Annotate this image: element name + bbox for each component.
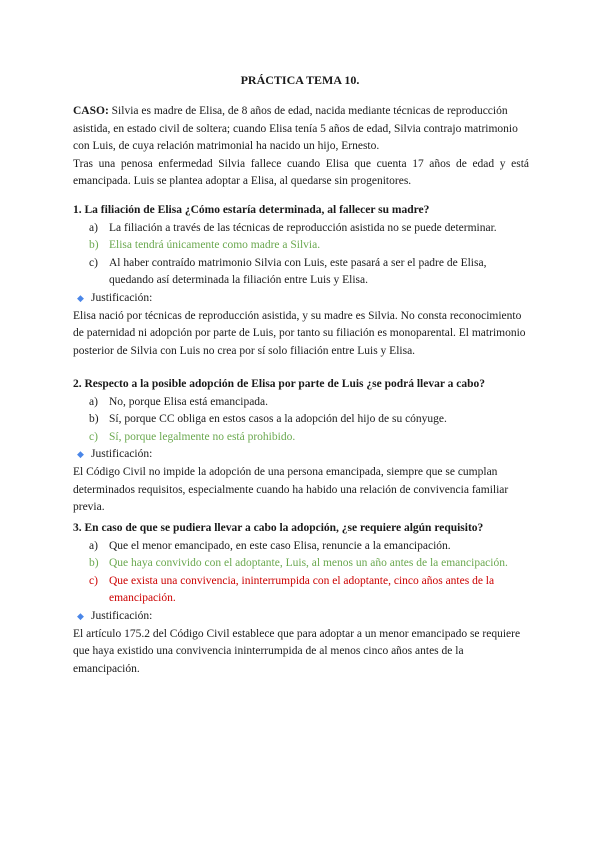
option-letter: a) <box>89 395 98 408</box>
question-3-text: . En caso de que se pudiera llevar a cabo la adopción, ¿se requiere algún requisito? <box>78 522 484 534</box>
case-text-1: Silvia es madre de Elisa, de 8 años de edad, nacida mediante técnicas de reproducción asistida, en estado civil de soltera; cuando Elisa tenía 5 años de edad, Silvia contrajo matrimonio con Luis, de cuya relación matrimonial ha nacido un hijo, Ernesto. <box>73 105 518 153</box>
option-2a <box>73 394 529 412</box>
question-2-options <box>73 394 529 447</box>
question-1-title: 1. La filiación de Elisa ¿Cómo estaría determinada, al fallecer su madre? <box>73 204 430 216</box>
option-text: Sí, porque CC obliga en estos casos a la adopción del hijo de su cónyuge. <box>109 413 447 426</box>
option-text: Que haya convivido con el adoptante, Luis, al menos un año antes de la emancipación. <box>109 557 508 570</box>
justification-1-text: Elisa nació por técnicas de reproducción asistida, y su madre es Silvia. No consta reconocimiento de paternidad ni adopción por parte de Luis, por tanto su filiación es monoparental. El matrimonio posterior de Silvia con Luis no crea por sí solo filiación entre Luis y Elisa. <box>73 309 526 357</box>
question-2-title: 2. Respecto a la posible adopción de Elisa por parte de Luis ¿se podrá llevar a cabo? <box>73 378 486 390</box>
justification-label: Justificación: <box>91 448 153 461</box>
question-3-options <box>73 538 529 608</box>
justification-label: Justificación: <box>91 609 153 622</box>
option-text: Sí, porque legalmente no está prohibido. <box>109 430 296 443</box>
option-letter: c) <box>89 256 98 269</box>
option-letter: c) <box>89 574 98 587</box>
justification-2-text: El Código Civil no impide la adopción de una persona emancipada, siempre que se cumplan determinados requisitos, especialmente cuando ha habido una relación de convivencia familiar previa. <box>73 465 509 514</box>
case-paragraph-1 <box>73 103 529 156</box>
justification-3-text: El artículo 175.2 del Código Civil establece que para adoptar a un menor emancipado se requiere que haya existido una convivencia ininterrumpida de al menos cinco años antes de la emancipación. <box>73 627 521 675</box>
question-3-title <box>73 520 529 538</box>
option-1a <box>73 220 529 238</box>
bullet-icon: ◆ <box>77 292 84 303</box>
option-text: Que el menor emancipado, en este caso Elisa, renuncie a la emancipación. <box>109 539 451 552</box>
option-3b <box>73 555 529 573</box>
option-letter: b) <box>89 413 99 426</box>
question-3 <box>73 520 529 678</box>
justification-label: Justificación: <box>91 291 153 304</box>
option-text: No, porque Elisa está emancipada. <box>109 395 269 408</box>
option-letter: b) <box>89 557 99 570</box>
option-text: Elisa tendrá únicamente como madre a Silvia. <box>109 239 321 252</box>
option-1c <box>73 255 529 290</box>
option-1b <box>73 237 529 255</box>
option-3c <box>73 573 529 608</box>
justification-2-heading <box>73 446 529 464</box>
option-2b <box>73 411 529 429</box>
question-3-number: 3 <box>73 522 79 534</box>
question-1-options <box>73 220 529 290</box>
justification-3-heading <box>73 608 529 626</box>
bullet-icon: ◆ <box>77 610 84 621</box>
page-title: PRÁCTICA TEMA 10. <box>240 73 360 87</box>
option-3a <box>73 538 529 556</box>
question-1 <box>73 202 529 360</box>
option-letter: a) <box>89 221 98 234</box>
question-2 <box>73 376 529 517</box>
case-label: CASO: <box>73 105 109 117</box>
option-text: Al haber contraído matrimonio Silvia con Luis, este pasará a ser el padre de Elisa, quedando así determinada la filiación entre Luis y Elisa. <box>109 256 487 287</box>
option-letter: a) <box>89 539 98 552</box>
case-section <box>73 103 529 191</box>
option-letter: b) <box>89 239 99 252</box>
bullet-icon: ◆ <box>77 449 84 460</box>
option-text: La filiación a través de las técnicas de reproducción asistida no se puede determinar. <box>109 221 497 234</box>
option-letter: c) <box>89 430 98 443</box>
justification-1-heading <box>73 290 529 308</box>
option-text: Que exista una convivencia, ininterrumpida con el adoptante, cinco años antes de la emancipación. <box>109 574 495 605</box>
option-2c <box>73 429 529 447</box>
case-paragraph-2: Tras una penosa enfermedad Silvia fallece cuando Elisa que cuenta 17 años de edad y está emancipada. Luis se plantea adoptar a Elisa, al quedarse sin progenitores. <box>73 157 529 188</box>
